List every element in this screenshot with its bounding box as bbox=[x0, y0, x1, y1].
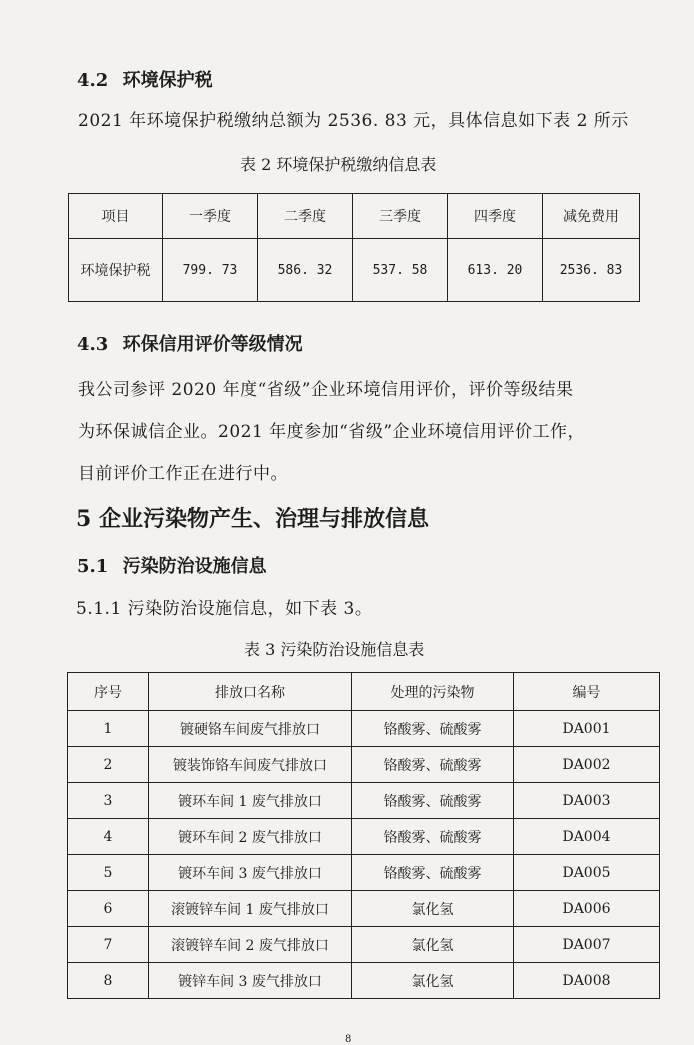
table-cell: 铬酸雾、硫酸雾 bbox=[352, 783, 514, 819]
table-header-cell: 减免费用 bbox=[543, 194, 640, 239]
table-cell: 799. 73 bbox=[163, 239, 258, 302]
credit-paragraph-line: 目前评价工作正在进行中。 bbox=[78, 464, 288, 484]
heading-number: 5.1 bbox=[77, 556, 109, 577]
table-header-cell: 项目 bbox=[69, 194, 163, 239]
table-cell: 铬酸雾、硫酸雾 bbox=[352, 747, 514, 783]
table-cell: 滚镀锌车间 2 废气排放口 bbox=[149, 927, 352, 963]
table-cell: 613. 20 bbox=[448, 239, 543, 302]
heading-text: 环保信用评价等级情况 bbox=[122, 334, 303, 355]
table-cell: 2536. 83 bbox=[543, 239, 640, 302]
table-cell: 4 bbox=[68, 819, 149, 855]
table-cell: 氯化氢 bbox=[352, 963, 514, 999]
table-header-cell: 处理的污染物 bbox=[352, 673, 514, 711]
table-cell: 镀环车间 2 废气排放口 bbox=[149, 819, 352, 855]
table-cell: 8 bbox=[68, 963, 149, 999]
table-cell: 3 bbox=[68, 783, 149, 819]
heading-text: 环境保护税 bbox=[122, 70, 213, 91]
table-cell: 7 bbox=[68, 927, 149, 963]
table-cell: 2 bbox=[68, 747, 149, 783]
credit-paragraph-line: 为环保诚信企业。2021 年度参加“省级”企业环境信用评价工作， bbox=[78, 422, 586, 442]
table-cell: 环境保护税 bbox=[69, 239, 163, 302]
tax-table bbox=[68, 193, 640, 302]
section-5-heading: 5 企业污染物产生、治理与排放信息 bbox=[76, 506, 429, 532]
section-4-2-heading bbox=[77, 66, 213, 92]
table-header-row bbox=[69, 194, 640, 239]
heading-text: 污染防治设施信息 bbox=[122, 556, 267, 577]
table-header-cell: 序号 bbox=[68, 673, 149, 711]
facility-intro-paragraph: 5.1.1 污染防治设施信息，如下表 3。 bbox=[76, 599, 373, 619]
section-5-1-heading bbox=[77, 552, 267, 578]
table-cell: DA002 bbox=[514, 747, 660, 783]
table-row bbox=[68, 819, 660, 855]
table-cell: DA001 bbox=[514, 711, 660, 747]
table-cell: 镀硬铬车间废气排放口 bbox=[149, 711, 352, 747]
page-number: 8 bbox=[345, 1034, 352, 1045]
table-header-cell: 二季度 bbox=[258, 194, 353, 239]
table-cell: 5 bbox=[68, 855, 149, 891]
table-cell: 铬酸雾、硫酸雾 bbox=[352, 855, 514, 891]
table-cell: 586. 32 bbox=[258, 239, 353, 302]
credit-paragraph-line: 我公司参评 2020 年度“省级”企业环境信用评价，评价等级结果 bbox=[78, 380, 574, 400]
table-row bbox=[68, 891, 660, 927]
section-4-3-heading bbox=[77, 330, 303, 356]
table-header-cell: 四季度 bbox=[448, 194, 543, 239]
table-cell: 铬酸雾、硫酸雾 bbox=[352, 711, 514, 747]
table-header-row bbox=[68, 673, 660, 711]
table-cell: 镀环车间 3 废气排放口 bbox=[149, 855, 352, 891]
table-cell: DA008 bbox=[514, 963, 660, 999]
table-cell: DA004 bbox=[514, 819, 660, 855]
table-cell: DA006 bbox=[514, 891, 660, 927]
table-row bbox=[68, 855, 660, 891]
table-cell: 镀装饰铬车间废气排放口 bbox=[149, 747, 352, 783]
heading-number: 4.2 bbox=[77, 70, 109, 91]
heading-number: 4.3 bbox=[77, 334, 109, 355]
table-cell: 镀锌车间 3 废气排放口 bbox=[149, 963, 352, 999]
table-cell: DA003 bbox=[514, 783, 660, 819]
table-row bbox=[69, 239, 640, 302]
table-cell: DA007 bbox=[514, 927, 660, 963]
table-cell: 537. 58 bbox=[353, 239, 448, 302]
tax-total-paragraph: 2021 年环境保护税缴纳总额为 2536. 83 元，具体信息如下表 2 所示 bbox=[78, 111, 629, 131]
table-header-cell: 编号 bbox=[514, 673, 660, 711]
table-header-cell: 三季度 bbox=[353, 194, 448, 239]
table-cell: 氯化氢 bbox=[352, 891, 514, 927]
table-cell: DA005 bbox=[514, 855, 660, 891]
table-cell: 1 bbox=[68, 711, 149, 747]
facility-table bbox=[67, 672, 660, 999]
table3-caption: 表 3 污染防治设施信息表 bbox=[244, 640, 425, 659]
table-cell: 6 bbox=[68, 891, 149, 927]
table2-caption: 表 2 环境保护税缴纳信息表 bbox=[240, 155, 437, 174]
table-cell: 滚镀锌车间 1 废气排放口 bbox=[149, 891, 352, 927]
table-row bbox=[68, 927, 660, 963]
table-row bbox=[68, 963, 660, 999]
table-row bbox=[68, 711, 660, 747]
table-cell: 氯化氢 bbox=[352, 927, 514, 963]
table-row bbox=[68, 747, 660, 783]
table-row bbox=[68, 783, 660, 819]
table-header-cell: 排放口名称 bbox=[149, 673, 352, 711]
table-cell: 镀环车间 1 废气排放口 bbox=[149, 783, 352, 819]
table-cell: 铬酸雾、硫酸雾 bbox=[352, 819, 514, 855]
table-header-cell: 一季度 bbox=[163, 194, 258, 239]
